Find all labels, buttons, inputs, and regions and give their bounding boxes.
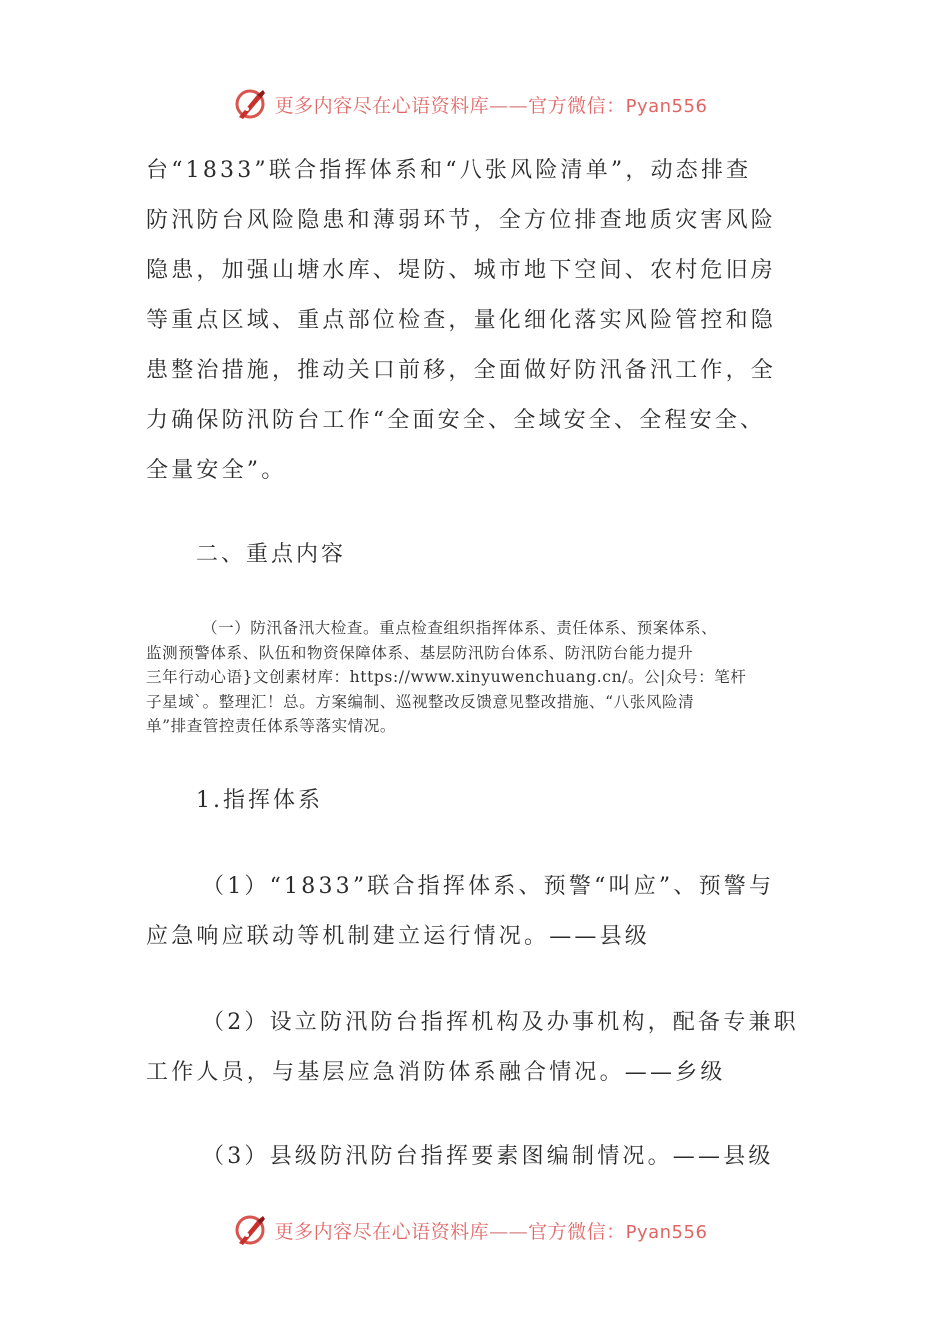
- paragraph-line: 监测预警体系、队伍和物资保障体系、基层防汛防台体系、防汛防台能力提升: [146, 643, 694, 662]
- paragraph-line: 等重点区域、重点部位检查，量化细化落实风险管控和隐: [146, 308, 777, 333]
- list-item: [146, 998, 806, 1098]
- paragraph-line: 台“1833”联合指挥体系和“八张风险清单”，动态排查: [146, 158, 752, 183]
- paragraph-line: 患整治措施，推动关口前移，全面做好防汛备汛工作，全: [146, 358, 777, 383]
- paragraph-line: 应急响应联动等机制建立运行情况。——县级: [146, 924, 651, 949]
- subheading-command-system: 1.指挥体系: [196, 788, 323, 813]
- banner-text: 更多内容尽在心语资料库——官方微信：Pyan556: [274, 94, 708, 117]
- pen-nib-logo-icon: [233, 1213, 269, 1247]
- paragraph-line: （1）“1833”联合指挥体系、预警“叫应”、预警与: [202, 874, 775, 899]
- paragraph-line: 隐患，加强山塘水库、堤防、城市地下空间、农村危旧房: [146, 258, 777, 283]
- paragraph-line: 工作人员，与基层应急消防体系融合情况。——乡级: [146, 1060, 726, 1085]
- banner-text: 更多内容尽在心语资料库——官方微信：Pyan556: [274, 1220, 708, 1243]
- banner-content: [233, 87, 708, 121]
- footer-banner: [0, 1210, 950, 1250]
- banner-content: [233, 1213, 708, 1247]
- paragraph-inspection: [146, 616, 816, 739]
- paragraph-line: 三年行动心语}文创素材库：https://www.xinyuwenchuang.cn/。公|众号：笔杆: [146, 668, 747, 686]
- section-heading: 二、重点内容: [196, 542, 347, 567]
- paragraph-line: （3）县级防汛防台指挥要素图编制情况。——县级: [202, 1144, 774, 1169]
- list-item: [146, 862, 806, 962]
- header-banner: [0, 84, 950, 124]
- paragraph-line: 防汛防台风险隐患和薄弱环节，全方位排查地质灾害风险: [146, 208, 777, 233]
- paragraph-line: 全量安全”。: [146, 458, 287, 483]
- paragraph-line: （一）防汛备汛大检查。重点检查组织指挥体系、责任体系、预案体系、: [202, 619, 718, 637]
- paragraph-line: 单”排查管控责任体系等落实情况。: [146, 717, 397, 735]
- paragraph-intro: [146, 146, 806, 496]
- paragraph-line: （2）设立防汛防台指挥机构及办事机构，配备专兼职: [202, 1010, 799, 1035]
- list-item: [146, 1132, 806, 1182]
- paragraph-line: 子星域`。整理汇！总。方案编制、巡视整改反馈意见整改措施、“八张风险清: [146, 692, 695, 711]
- paragraph-line: 力确保防汛防台工作“全面安全、全域安全、全程安全、: [146, 408, 766, 433]
- pen-nib-logo-icon: [233, 87, 269, 121]
